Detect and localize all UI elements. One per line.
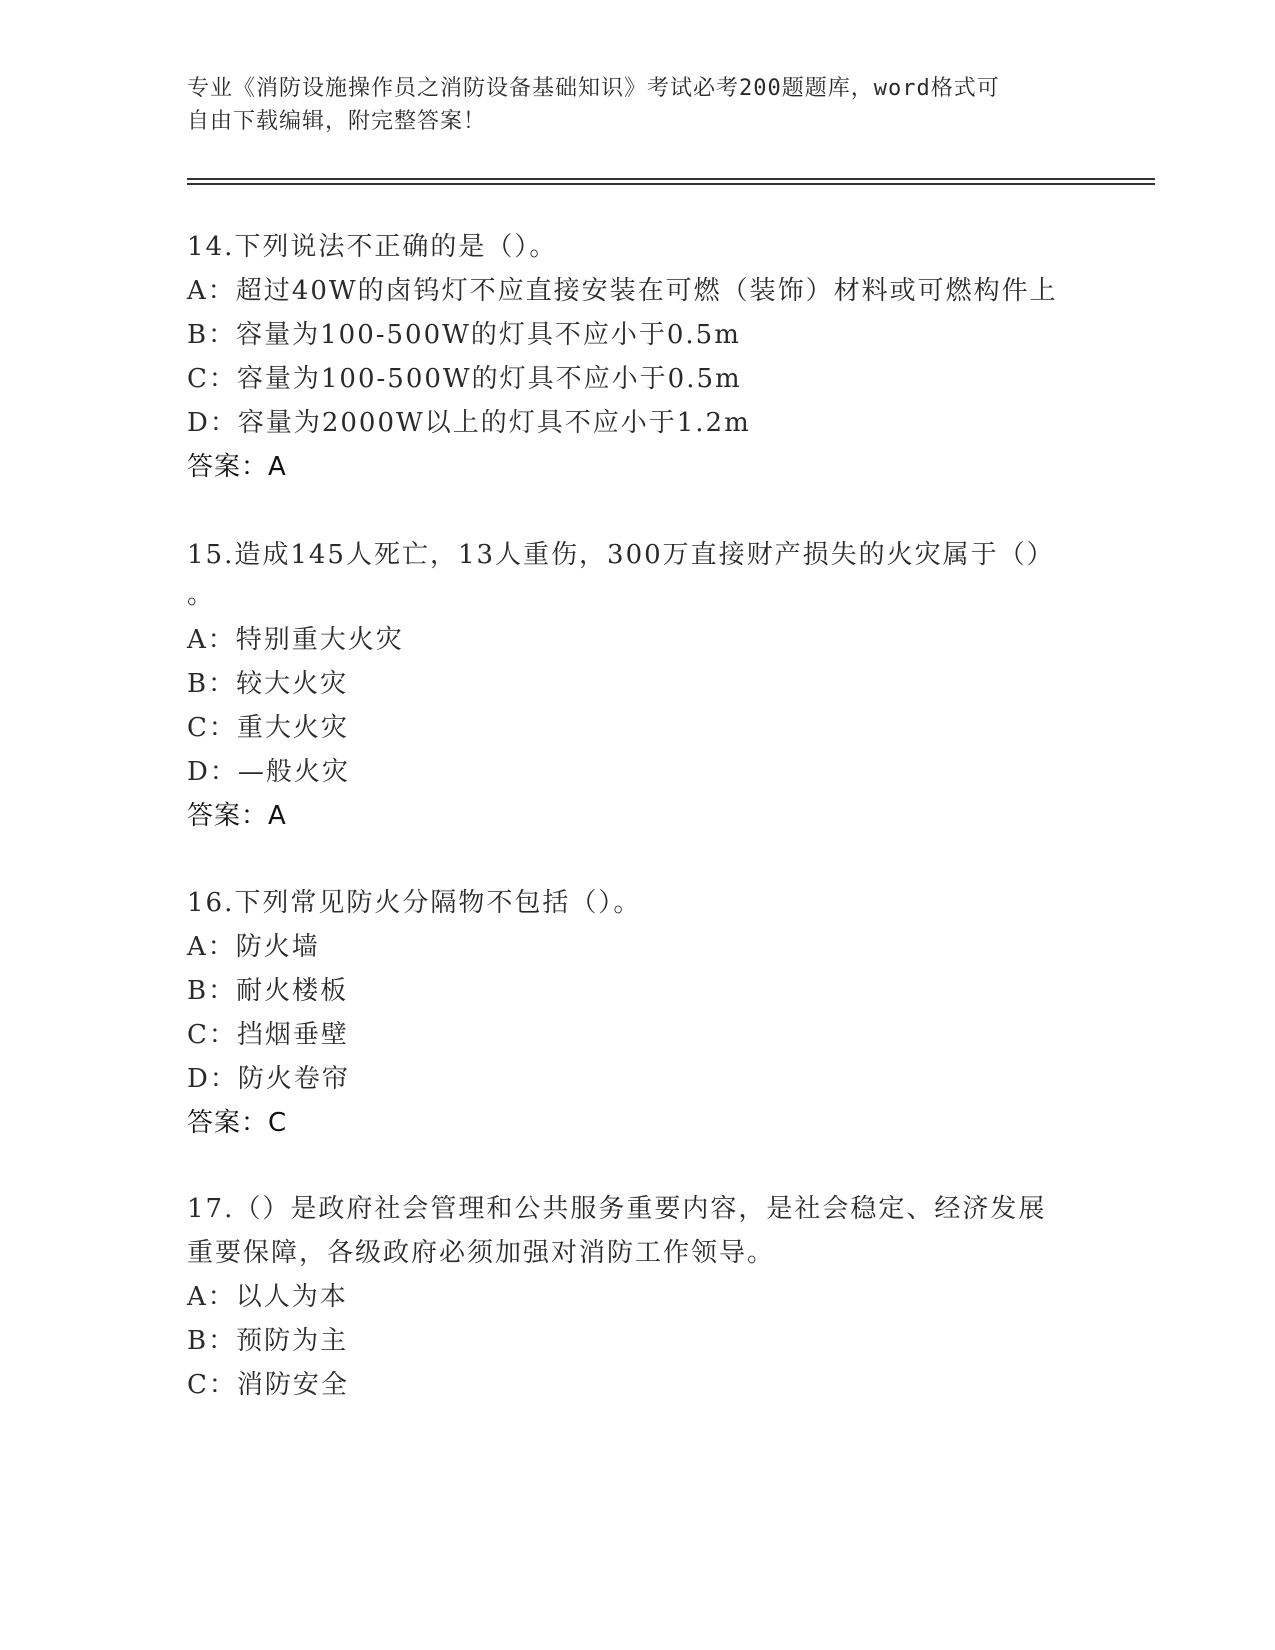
question-17-option-c: C：消防安全 [187, 1370, 349, 1400]
question-17-option-a: A：以人为本 [187, 1282, 348, 1312]
question-16-option-b: B：耐火楼板 [187, 976, 349, 1006]
question-15-stem: 15.造成145人死亡，13人重伤，300万直接财产损失的火灾属于（） [187, 540, 1055, 570]
header-line-2: 自由下载编辑，附完整答案！ [187, 109, 487, 134]
question-16-stem: 16.下列常见防火分隔物不包括（）。 [187, 888, 642, 918]
question-14-option-c: C：容量为100-500W的灯具不应小于0.5m [187, 364, 742, 394]
question-16-option-c: C：挡烟垂壁 [187, 1020, 349, 1050]
question-17-stem-continued: 重要保障，各级政府必须加强对消防工作领导。 [187, 1238, 776, 1268]
question-14-option-a: A：超过40W的卤钨灯不应直接安装在可燃（装饰）材料或可燃构件上 [187, 276, 1058, 306]
question-14-stem: 14.下列说法不正确的是（）。 [187, 232, 558, 262]
header-divider-bottom [187, 183, 1155, 185]
question-14-option-b: B：容量为100-500W的灯具不应小于0.5m [187, 320, 741, 350]
header-line-1: 专业《消防设施操作员之消防设备基础知识》考试必考200题题库，word格式可 [187, 76, 1000, 101]
header-divider-top [187, 178, 1155, 180]
question-14-answer: 答案：A [187, 452, 287, 482]
question-17-stem: 17.（）是政府社会管理和公共服务重要内容，是社会稳定、经济发展 [187, 1194, 1047, 1224]
question-15-option-b: B：较大火灾 [187, 669, 349, 699]
question-15-stem-continued: 。 [187, 580, 216, 610]
question-14-option-d: D：容量为2000W以上的灯具不应小于1.2m [187, 408, 751, 438]
question-16-option-a: A：防火墙 [187, 932, 320, 962]
question-15-answer: 答案：A [187, 801, 287, 831]
question-17-option-b: B：预防为主 [187, 1326, 349, 1356]
question-16-answer: 答案：C [187, 1108, 288, 1138]
document-header [187, 72, 1067, 138]
question-15-option-a: A：特别重大火灾 [187, 625, 404, 655]
question-15-option-c: C：重大火灾 [187, 713, 349, 743]
question-15-option-d: D：—般火灾 [187, 757, 350, 787]
question-16-option-d: D：防火卷帘 [187, 1064, 350, 1094]
